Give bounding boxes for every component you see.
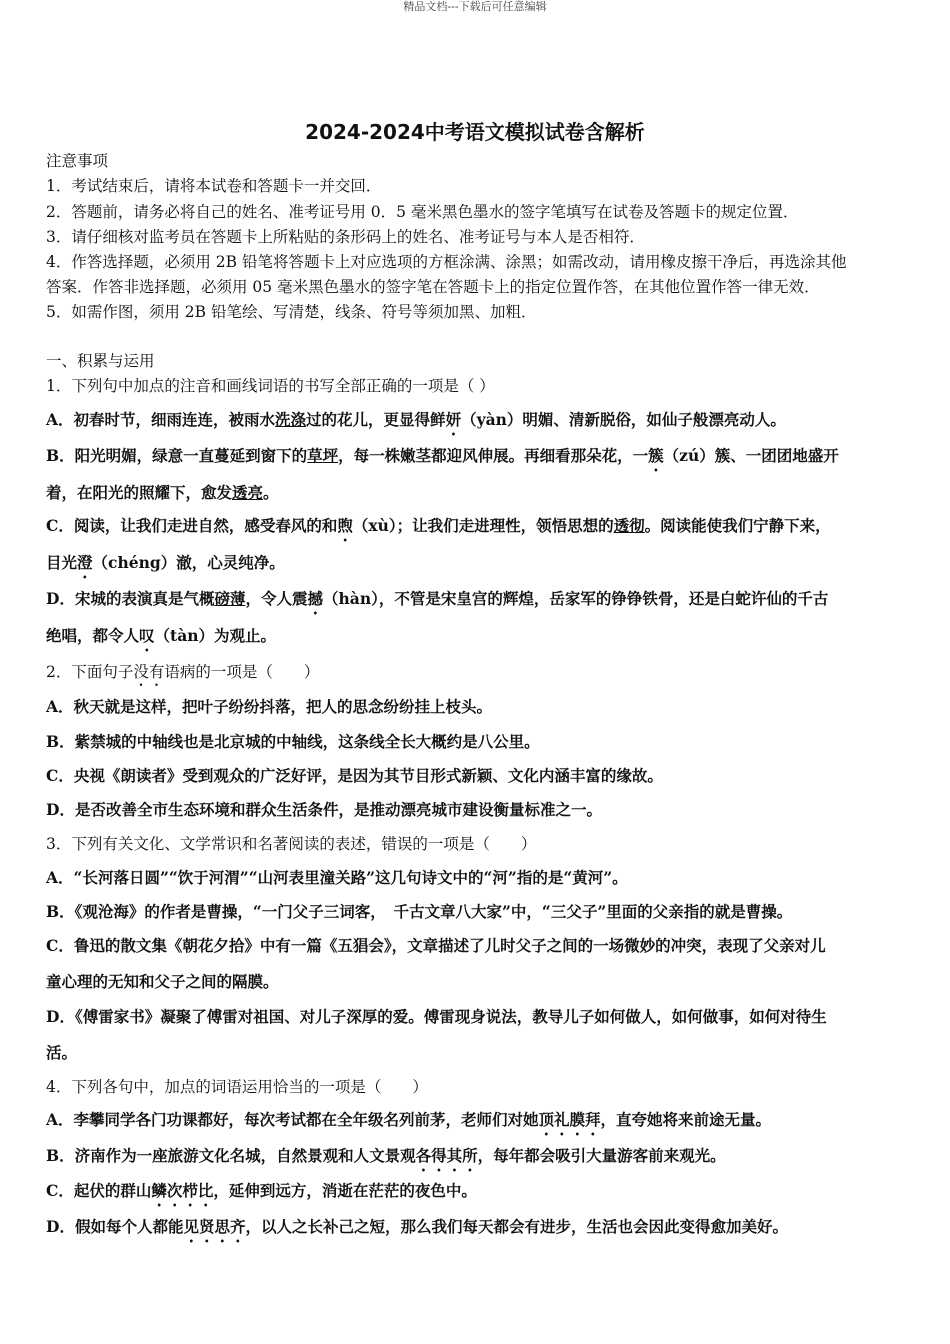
page-header-watermark: 精品文档---下载后可任意编辑 (403, 0, 547, 13)
q4-c-dotted-word: 鳞次栉比 (151, 1181, 214, 1200)
q4-option-d (46, 1217, 906, 1246)
q4-option-c (46, 1181, 906, 1210)
notice-item-5: 5．如需作图，须用 2B 铅笔绘、写清楚，线条、符号等须加黑、加粗． (46, 303, 537, 321)
q4-option-a (46, 1110, 906, 1139)
q4-d-text: D．假如每个人都能 (46, 1217, 184, 1236)
q1-option-b (46, 446, 906, 475)
q4-a-text-2: ，直夸她将来前途无量。 (600, 1110, 772, 1129)
q4-d-dotted-word: 见贤思齐 (183, 1217, 246, 1236)
q1-a-text-2: 过的花儿，更显得鲜 (306, 410, 446, 429)
q4-c-text: C．起伏的群山 (46, 1181, 152, 1200)
q3-option-c-cont: 童心理的无知和父子之间的隔膜。 (46, 972, 279, 991)
q2-option-b: B．紫禁城的中轴线也是北京城的中轴线，这条线全长大概约是八公里。 (46, 732, 540, 751)
q1-b2-text: 着，在阳光的照耀下，愈发 (46, 483, 233, 502)
q1-b-text-2: ，每一株嫩茎都迎风伸展。再细看那朵花，一 (338, 446, 649, 465)
notice-item-1: 1．考试结束后，请将本试卷和答题卡一并交回． (46, 177, 382, 195)
q1-d-text-3: （hàn），不管是宋皇宫的辉煌，岳家军的铮铮铁骨，还是白蛇许仙的千古 (323, 589, 829, 608)
q1-stem: 1．下列句中加点的注音和画线词语的书写全部正确的一项是（ ） (46, 377, 495, 395)
q2-stem-text-2: 语病的一项是（ ） (164, 663, 320, 681)
q4-a-text: A．李攀同学各门功课都好，每次考试都在全年级名列前茅，老师们对她 (46, 1110, 539, 1129)
q1-c-text: C．阅读，让我们走进自然，感受春风的和 (46, 516, 338, 535)
q1-option-a (46, 410, 906, 439)
q4-option-b (46, 1146, 906, 1175)
q1-a-text: A．初春时节，细雨连连，被雨水 (46, 410, 276, 429)
notice-item-3: 3．请仔细核对监考员在答题卡上所粘贴的条形码上的姓名、准考证号与本人是否相符． (46, 228, 645, 246)
q2-stem-text: 2．下面句子 (46, 663, 134, 681)
q3-option-a: A．“长河落日圆”“饮于河渭”“山河表里潼关路”这几句诗文中的“河”指的是“黄河”。 (46, 868, 628, 887)
q2-option-d: D．是否改善全市生态环境和群众生活条件，是推动漂亮城市建设衡量标准之一。 (46, 800, 602, 819)
q1-c2-text-2: （chéng）澈，心灵纯净。 (92, 553, 285, 572)
q2-stem (46, 662, 906, 690)
q1-d2-dotted-char: 叹 (139, 626, 155, 645)
q1-option-d (46, 589, 906, 618)
q1-c-text-2: （xù）；让我们走进理性，领悟思想的 (352, 516, 614, 535)
q4-b-text-2: ，每年都会吸引大量游客前来观光。 (477, 1146, 726, 1165)
q3-stem: 3．下列有关文化、文学常识和名著阅读的表述，错误的一项是（ ） (46, 835, 537, 853)
q1-b-text-3: （zú）簇、一团团地盛开 (663, 446, 839, 465)
q1-a-underlined-word: 洗涤 (275, 410, 307, 429)
q4-b-text: B．济南作为一座旅游文化名城，自然景观和人文景观 (46, 1146, 416, 1165)
document-title: 2024-2024中考语文模拟试卷含解析 (305, 120, 645, 144)
q1-option-b-cont (46, 483, 906, 503)
q1-d-text: D．宋城的表演真是气概 (46, 589, 215, 608)
q4-a-dotted-word: 顶礼膜拜 (538, 1110, 601, 1129)
q1-d2-text-2: （tàn）为观止。 (154, 626, 277, 645)
q4-d-text-2: ，以人之长补己之短，那么我们每天都会有进步，生活也会因此变得愈加美好。 (245, 1217, 788, 1236)
q1-a-dotted-char: 妍 (445, 410, 462, 429)
q1-c-underlined-word: 透彻 (613, 516, 645, 535)
q3-option-d-cont: 活。 (46, 1043, 78, 1062)
q1-c-dotted-char: 煦 (337, 516, 353, 535)
q4-stem: 4．下列各句中，加点的词语运用恰当的一项是（ ） (46, 1078, 428, 1096)
q1-b-dotted-char: 簇 (648, 446, 664, 465)
q1-d-text-2: ，令人震 (245, 589, 308, 608)
q4-c-text-2: ，延伸到远方，消逝在茫茫的夜色中。 (213, 1181, 477, 1200)
q4-b-dotted-word: 各得其所 (415, 1146, 478, 1165)
notice-heading: 注意事项 (46, 152, 109, 170)
q1-option-c-cont (46, 553, 906, 582)
q1-b-text: B．阳光明媚，绿意一直蔓延到窗下的 (46, 446, 308, 465)
q1-c2-dotted-char: 澄 (77, 553, 93, 572)
q1-c-text-3: 。阅读能使我们宁静下来， (644, 516, 831, 535)
q1-d-dotted-char: 撼 (307, 589, 323, 608)
q1-option-d-cont (46, 626, 906, 655)
q3-option-d: D．《傅雷家书》凝聚了傅雷对祖国、对儿子深厚的爱。傅雷现身说法，教导儿子如何做人，如何做事，如何对待生 (46, 1007, 827, 1026)
q2-option-c: C．央视《朗读者》受到观众的广泛好评，是因为其节目形式新颖、文化内涵丰富的缘故。 (46, 766, 663, 785)
q3-option-b: B．《观沧海》的作者是曹操，“一门父子三词客， 千古文章八大家”中，“三父子”里面的父亲指的就是曹操。 (46, 902, 793, 921)
q1-d-underlined-word: 磅薄 (214, 589, 246, 608)
q1-b2-text-2: 。 (263, 483, 279, 502)
q3-option-c: C．鲁迅的散文集《朝花夕拾》中有一篇《五猖会》，文章描述了儿时父子之间的一场微妙的冲突，表现了父亲对儿 (46, 936, 826, 955)
section-heading: 一、积累与运用 (46, 352, 155, 370)
q1-b-underlined-word: 草坪 (307, 446, 339, 465)
q1-c2-text: 目光 (46, 553, 78, 572)
notice-item-2: 2．答题前，请务必将自己的姓名、准考证号用 0．5 毫米黑色墨水的签字笔填写在试卷及答题卡的规定位置． (46, 203, 799, 221)
q1-d2-text: 绝唱，都令人 (46, 626, 140, 645)
q1-b2-underlined-word: 透亮 (232, 483, 264, 502)
q1-option-c (46, 516, 906, 545)
q2-option-a: A．秋天就是这样，把叶子纷纷抖落，把人的思念纷纷挂上枝头。 (46, 697, 493, 716)
q1-a-text-3: （yàn）明媚、清新脱俗，如仙子般漂亮动人。 (461, 410, 786, 429)
notice-item-4-cont: 答案．作答非选择题，必须用 05 毫米黑色墨水的签字笔在答题卡上的指定位置作答，在其他位置作答一律无效． (46, 278, 820, 296)
notice-item-4: 4．作答选择题，必须用 2B 铅笔将答题卡上对应选项的方框涂满、涂黑；如需改动，请用橡皮擦干净后，再选涂其他 (46, 253, 847, 271)
q2-stem-dotted-word: 没有 (133, 663, 165, 681)
